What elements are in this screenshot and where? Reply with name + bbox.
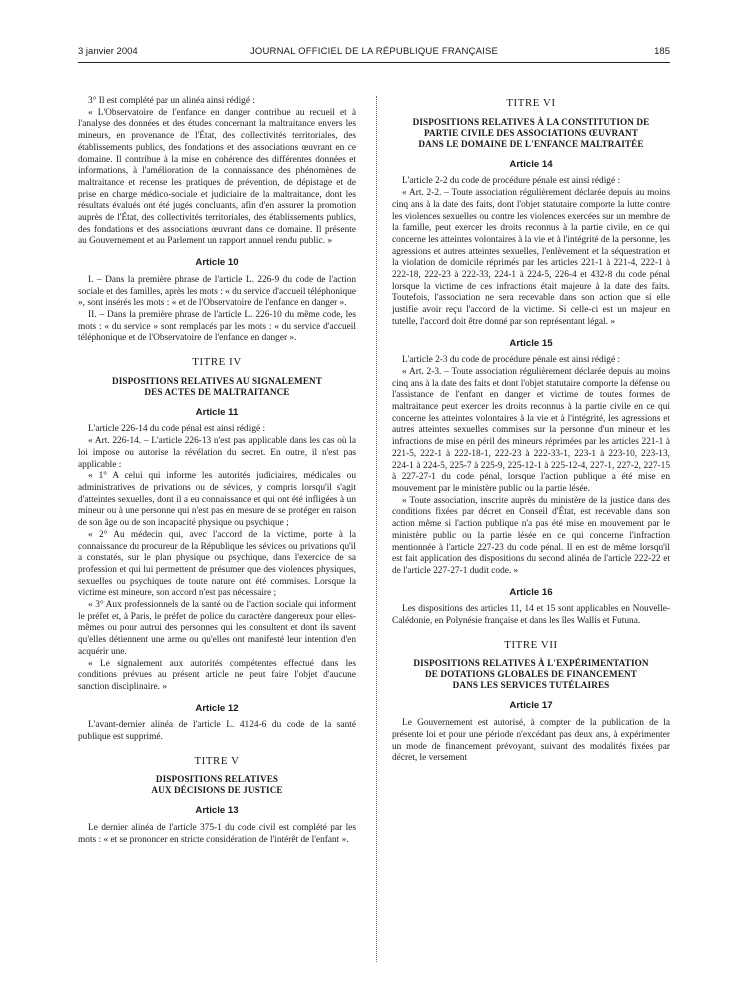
titre-7-subtitle xyxy=(392,658,670,691)
article-11-paragraph-2: « 1° A celui qui informe les autorités judiciaires, médicales ou administratives de privations ou de sévices, y compris lorsqu'il s'agit d'atteintes sexuelles, dont il a eu connaissance et qui ont été infligées à un mineur ou à une personne qui n'est pas en mesure de se protéger en raison de son âge ou de son incapacité physique ou psychique ; xyxy=(78,471,356,529)
titre-6-subtitle-line: DISPOSITIONS RELATIVES À LA CONSTITUTION DE xyxy=(412,116,650,127)
article-13-paragraph-1: Le dernier alinéa de l'article 375-1 du code civil est complété par les mots : « et se prononcer en stricte considération de l'intérêt de l'enfant ». xyxy=(78,823,356,845)
titre-4-subtitle-line: DES ACTES DE MALTRAITANCE xyxy=(144,386,290,397)
article-17-paragraph-1: Le Gouvernement est autorisé, à compter de la publication de la présente loi et pour une période n'excédant pas deux ans, à expérimenter un mode de financement prévoyant, suivant des modalités fixées par décret, le versement xyxy=(392,718,670,764)
titre-5-subtitle xyxy=(78,774,356,796)
titre-4-subtitle xyxy=(78,376,356,398)
article-14-paragraph-1: « Art. 2-2. – Toute association régulièrement déclarée depuis au moins cinq ans à la date des faits, dont l'objet statutaire comporte la lutte contre les violences sexuelles ou contre les violences exercées sur un membre de la famille, peut exercer les droits reconnus à la partie civile, en ce qui concerne les atteintes volontaires à la vie et à l'intégrité de la personne, les agressions et autres atteintes sexuelles, l'enlèvement et la séquestration et la violation de domicile réprimés par les articles 221-1 à 221-4, 222-1 à 222-18, 222-23 à 222-33, 224-1 à 224-5, 226-4 et 432-8 du code pénal lorsque la victime de ces infractions était majeure à la date des faits. Toutefois, l'association ne sera recevable dans son action que si elle justifie avoir reçu l'accord de la victime. Si celle-ci est un majeur en tutelle, l'accord doit être donné par son représentant légal. » xyxy=(392,188,670,327)
left-column xyxy=(78,96,356,847)
article-11-paragraph-4: « 3° Aux professionnels de la santé ou de l'action sociale qui informent le préfet et, à Paris, le préfet de police du caractère dangereux pour elles-mêmes ou pour autrui des personnes qui les consultent et dont ils savent qu'elles détiennent une arme ou qu'elles ont manifesté leur intention d'en acquérir une. xyxy=(78,600,356,657)
right-column xyxy=(392,96,670,765)
column-divider xyxy=(376,96,377,962)
article-12-heading: Article 12 xyxy=(195,702,239,714)
titre-6-subtitle-line: DANS LE DOMAINE DE L'ENFANCE MALTRAITÉE xyxy=(418,138,644,149)
article-12-paragraph-1: L'avant-dernier alinéa de l'article L. 4124-6 du code de la santé publique est supprimé. xyxy=(78,720,356,743)
header-page-number: 185 xyxy=(654,46,670,57)
article-11-heading: Article 11 xyxy=(195,406,239,418)
titre-7-subtitle-line: DISPOSITIONS RELATIVES À L'EXPÉRIMENTATION xyxy=(413,658,649,669)
article-17-heading: Article 17 xyxy=(509,700,553,712)
article-15-intro: L'article 2-3 du code de procédure pénale est ainsi rédigé : xyxy=(402,355,621,366)
article-10-paragraph-2: II. – Dans la première phrase de l'article L. 226-10 du même code, les mots : « du service » sont remplacés par les mots : « du service d'accueil téléphonique et de l'Observatoire de l'enfance en danger ». xyxy=(78,309,356,344)
titre-7-subtitle-line: DANS LES SERVICES TUTÉLAIRES xyxy=(452,680,610,691)
titre-5-subtitle-line: DISPOSITIONS RELATIVES xyxy=(155,774,279,785)
titre-4-heading: TITRE IV xyxy=(192,356,242,369)
article-11-paragraph-5: « Le signalement aux autorités compétentes effectué dans les conditions prévues au présent article ne peut faire l'objet d'aucune sanction disciplinaire. » xyxy=(78,658,356,692)
titre-5-heading: TITRE V xyxy=(194,754,240,767)
article-15-paragraph-1: « Art. 2-3. – Toute association régulièrement déclarée depuis au moins cinq ans à la date des faits et dont l'objet statutaire comporte la défense ou l'assistance de l'enfant en danger et victime de toutes formes de maltraitance peut exercer les droits reconnus à la partie civile en ce qui concerne les atteintes volontaires à la vie et à l'intégrité, les agressions et autres atteintes sexuelles commises sur la personne d'un mineur et les infractions de mise en péril des mineurs réprimées par les articles 221-1 à 221-5, 222-1 à 222-18-1, 222-23 à 222-33-1, 223-1 à 223-10, 223-13, 224-1 à 224-5, 225-7 à 225-9, 225-12-1 à 225-12-4, 227-1, 227-2, 227-15 à 227-27-1 du code pénal, lorsque l'action publique a été mise en mouvement par le ministère public ou la partie lésée. xyxy=(392,366,670,494)
article-11-paragraph-3: « 2° Au médecin qui, avec l'accord de la victime, porte à la connaissance du procureur de la République les sévices ou privations qu'il a constatés, sur le plan physique ou psychique, dans l'exercice de sa profession et qui lui permettent de présumer que des violences physiques, sexuelles ou psychiques de toute nature ont été commises. Lorsque la victime est mineure, son accord n'est pas nécessaire ; xyxy=(78,529,356,599)
header-journal-title: JOURNAL OFFICIEL DE LA RÉPUBLIQUE FRANÇAISE xyxy=(249,46,499,57)
header-rule xyxy=(78,62,670,63)
article-16-heading: Article 16 xyxy=(509,586,553,598)
header-date: 3 janvier 2004 xyxy=(78,46,138,57)
titre-6-heading: TITRE VI xyxy=(506,97,556,109)
titre-6-subtitle xyxy=(392,117,670,150)
paragraph-observatoire: « L'Observatoire de l'enfance en danger contribue au recueil et à l'analyse des données et des études concernant la maltraitance envers les mineurs, en provenance de l'État, des collectivités territoriales, des établissements publics, des fondations et des associations œuvrant en ce domaine. Il contribue à la mise en cohérence des différentes données et informations, à l'amélioration de la connaissance des phénomènes de maltraitance et recense les pratiques de prévention, de dépistage et de prise en charge médico-sociale et judiciaire de la maltraitance, dont les résultats évalués ont été jugés concluants, afin d'en assurer la promotion auprès de l'État, des collectivités territoriales, des établissements publics, des fondations et des associations œuvrant dans ce domaine. Il présente au Gouvernement et au Parlement un rapport annuel rendu public. » xyxy=(78,107,356,247)
article-14-heading: Article 14 xyxy=(509,158,553,170)
titre-7-subtitle-line: DE DOTATIONS GLOBALES DE FINANCEMENT xyxy=(424,669,638,680)
article-11-intro: L'article 226-14 du code pénal est ainsi rédigé : xyxy=(88,424,266,435)
article-16-paragraph-1: Les dispositions des articles 11, 14 et 15 sont applicables en Nouvelle-Calédonie, en Polynésie française et dans les îles Wallis et Futuna. xyxy=(392,604,670,627)
article-10-heading: Article 10 xyxy=(195,257,239,269)
page-header xyxy=(78,46,670,62)
titre-6-subtitle-line: PARTIE CIVILE DES ASSOCIATIONS ŒUVRANT xyxy=(424,127,638,138)
article-15-paragraph-2: « Toute association, inscrite auprès du ministère de la justice dans des conditions fixées par décret en Conseil d'État, est recevable dans son action même si l'action publique n'a pas été mise en mouvement par le ministère public ou la partie lésée en ce qui concerne l'infraction mentionnée à l'article 227-23 du code pénal. Il en est de même lorsqu'il est fait application des dispositions du second alinéa de l'article 222-22 et de l'article 227-27-1 dudit code. » xyxy=(392,495,670,576)
titre-7-heading: TITRE VII xyxy=(504,638,558,651)
article-14-intro: L'article 2-2 du code de procédure pénale est ainsi rédigé : xyxy=(402,176,621,187)
article-13-heading: Article 13 xyxy=(195,805,239,817)
titre-4-subtitle-line: DISPOSITIONS RELATIVES AU SIGNALEMENT xyxy=(111,375,323,386)
paragraph-intro: 3° Il est complété par un alinéa ainsi rédigé : xyxy=(88,96,255,106)
article-15-heading: Article 15 xyxy=(509,337,553,349)
article-10-paragraph-1: I. – Dans la première phrase de l'article L. 226-9 du code de l'action sociale et des familles, après les mots : « du service d'accueil téléphonique », sont insérés les mots : « et de l'Observatoire de l'enfance en danger ». xyxy=(78,274,357,309)
titre-5-subtitle-line: AUX DÉCISIONS DE JUSTICE xyxy=(151,785,283,796)
article-11-paragraph-1: « Art. 226-14. – L'article 226-13 n'est pas applicable dans les cas où la loi impose ou autorise la révélation du secret. En outre, il n'est pas applicable : xyxy=(78,436,356,470)
